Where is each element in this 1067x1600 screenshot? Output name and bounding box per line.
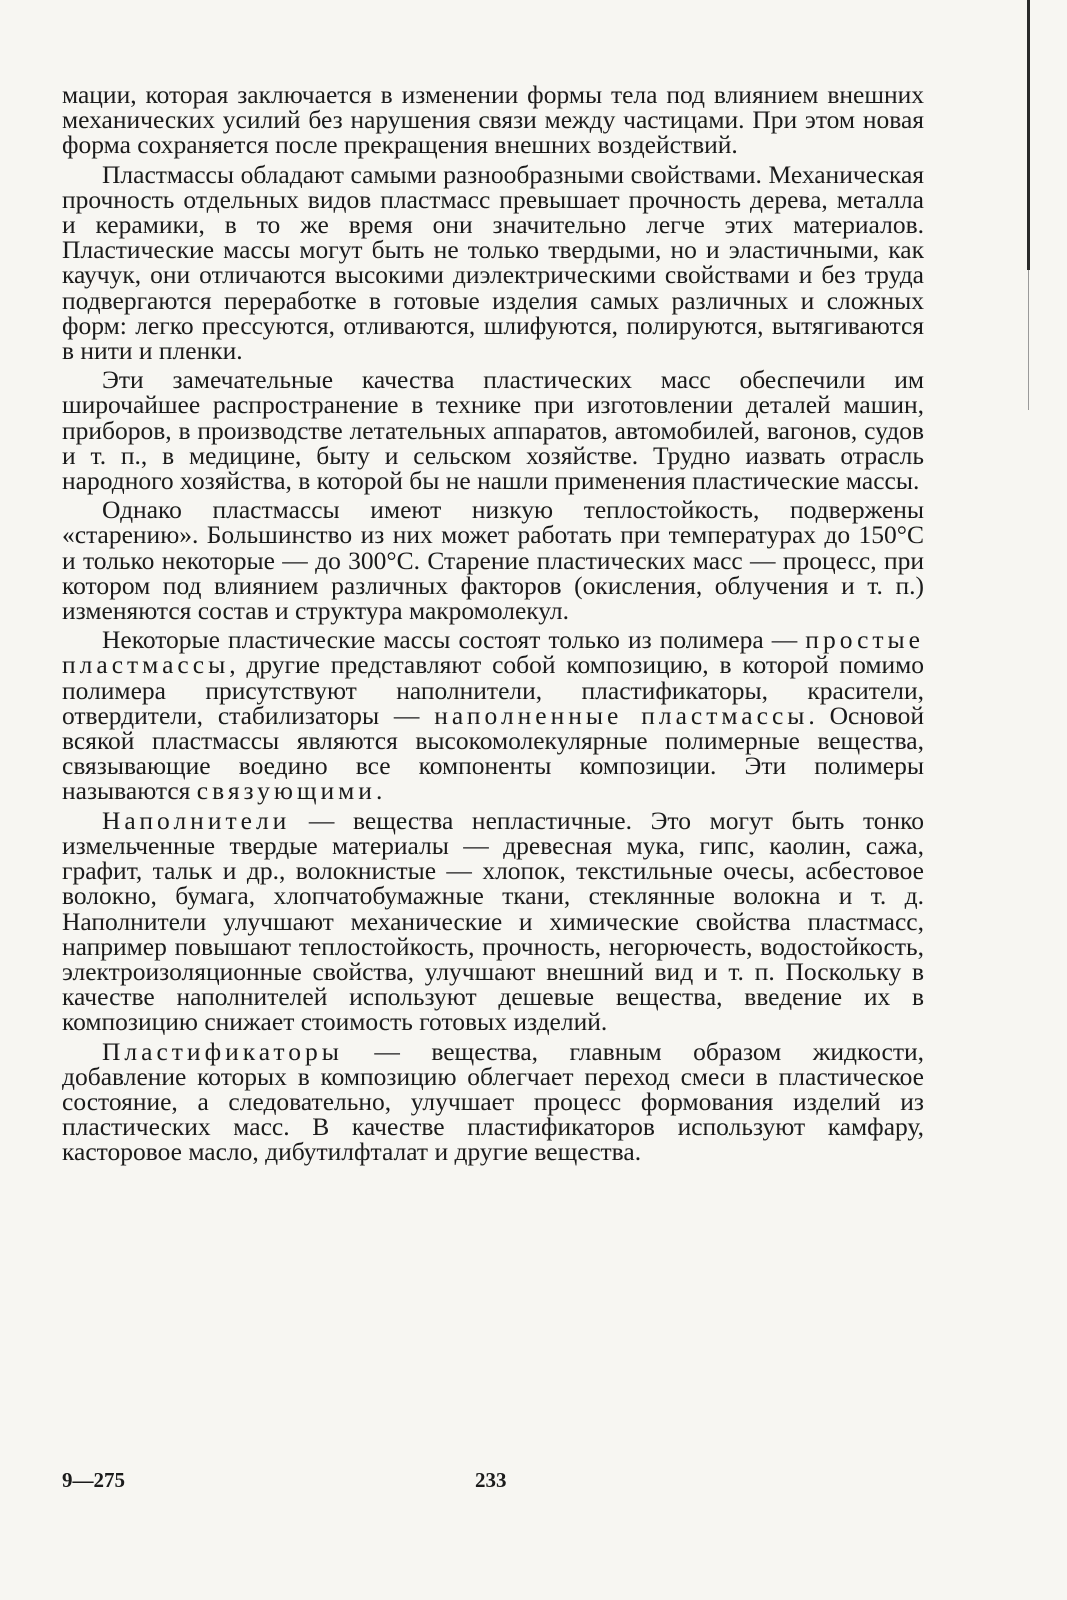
printer-signature: 9—275 [62,1468,125,1492]
spaced-term: наполненные пластмассы [434,700,809,730]
page-number: 233 [475,1468,507,1492]
paragraph-2 [62,159,924,366]
paragraph-3 [62,365,924,496]
paragraph-text: Однако пластмассы имеют низкую теплостойкость, подвержены «старению». Большинство из них может работать при температурах до 150°С и только некоторые — до 300°С. Старение пластических масс — процесс, при котором под влиянием различных факторов (окисления, облучения и т. п.) изменяются состав и структура макромолекул. [62,495,924,626]
paragraph-1 [62,82,924,158]
spaced-term: Пластификаторы [102,1036,343,1066]
paragraph-text: Пластмассы обладают самыми разнообразными свойствами. Механическая прочность отдельных видов пластмасс превышает прочность дерева, металла и керамики, в то же время они значительно легче этих материалов. Пластические массы могут быть не только твердыми, но и эластичными, как каучук, они отличаются высокими диэлектрическими свойствами и без труда подвергаются переработке в готовые изделия самых различных и сложных форм: легко прессуются, отливаются, шлифуются, полируются, вытягиваются в нити и пленки. [62,159,924,366]
paragraph-5 [62,625,924,806]
paragraph-text: , другие представляют собой композицию, в которой помимо полимера присутствуют наполнители, пластификаторы, красители, отвердители, стабилизаторы — [62,650,924,730]
page-edge-line-faint [1028,270,1029,410]
spaced-term: Наполнители [102,805,291,835]
paragraph-text: — вещества непластичные. Это могут быть тонко измельченные твердые материалы — древесная мука, гипс, каолин, сажа, графит, тальк и др., волокнистые — хлопок, текстильные очесы, асбестовое волокно, бумага, хлопчатобумажные ткани, стеклянные волокна и т. д. Наполнители улучшают механические и химические свойства пластмасс, например повышают теплостойкость, прочность, негорючесть, водостойкость, электроизоляционные свойства, улучшают внешний вид и т. п. Поскольку в качестве наполнителей используют дешевые вещества, введение их в композицию снижает стоимость готовых изделий. [62,805,924,1037]
page-footer [62,1468,924,1500]
paragraph-text: Эти замечательные качества пластических масс обеспечили им широчайшее распространение в технике при изготовлении деталей машин, приборов, в производстве летательных аппаратов, автомобилей, вагонов, судов и т. п., в медицине, быту и сельском хозяйстве. Трудно иазвать отрасль народного хозяйства, в которой бы не нашли применения пластические массы. [62,365,924,496]
paragraph-text: . [375,776,383,806]
paragraph-text: мации, которая заключается в изменении формы тела под влиянием внешних механических усилий без нарушения связи между частицами. При этом новая форма сохраняется после прекращения внешних воздействий. [62,80,924,160]
paragraph-text: Некоторые пластические массы состоят только из полимера — [102,625,806,655]
paragraph-6 [62,805,924,1037]
paragraph-text: — вещества, главным образом жидкости, добавление которых в композицию облегчает переход смеси в пластическое состояние, а следовательно, улучшает процесс формования изделий из пластических масс. В качестве пластификаторов используют камфару, касторовое масло, дибутилфталат и другие вещества. [62,1036,924,1167]
paragraph-4 [62,495,924,626]
spaced-term: простые пластмассы [62,625,924,680]
page-edge-line [1027,0,1030,270]
paragraph-text: . Основой всякой пластмассы являются высокомолекулярные полимерные вещества, связывающие воедино все компоненты композиции. Эти полимеры называются [62,700,924,806]
paragraph-7 [62,1036,924,1167]
body-text [62,82,924,1169]
spaced-term: связующими [196,776,376,806]
